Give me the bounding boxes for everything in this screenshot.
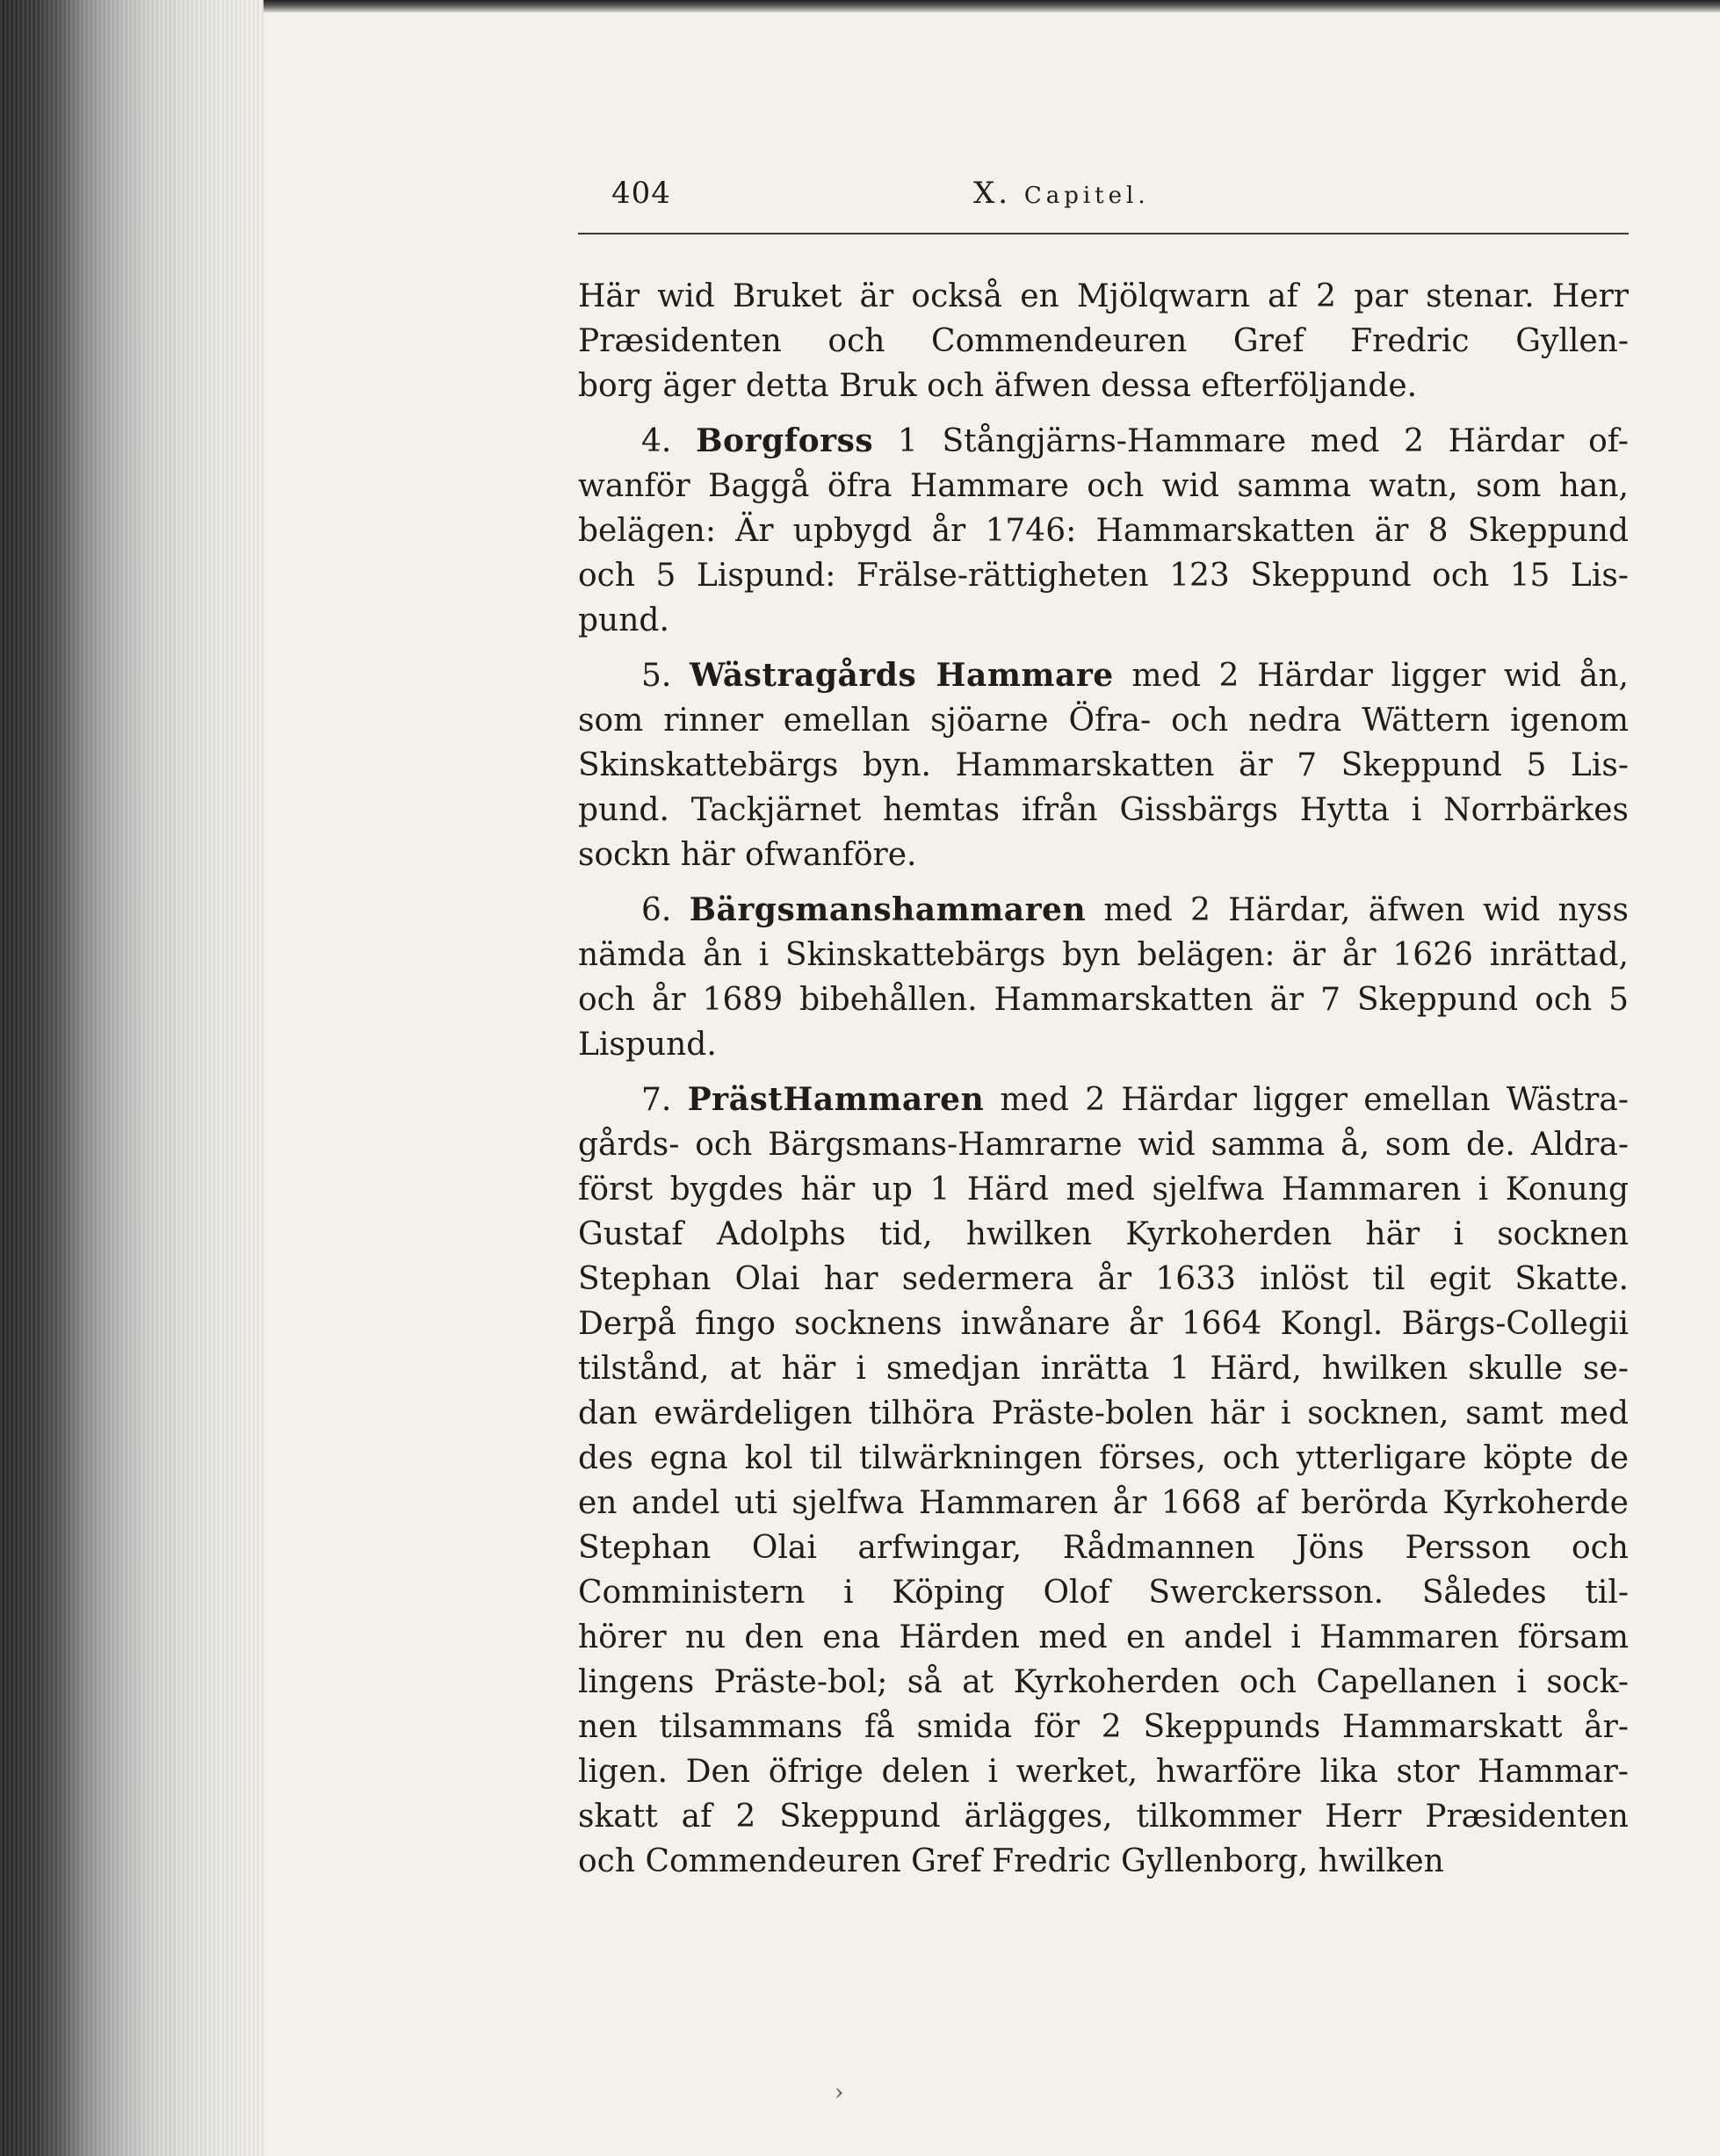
- text-line: [578, 1615, 1629, 1660]
- line-text: som rinner emellan sjöarne Öfra- och nedra Wättern igenom: [578, 703, 1629, 739]
- line-text: pund. Tackjärnet hemtas ifrån Gissbärgs Hytta i Norrbärkes: [578, 792, 1629, 828]
- paragraph: [578, 653, 1629, 877]
- text-line: [578, 364, 1629, 408]
- line-text: Derpå fingo socknens inwånare år 1664 Kongl. Bärgs-Collegii: [578, 1306, 1629, 1342]
- text-line: [578, 1122, 1629, 1167]
- book-page-edges: [0, 0, 264, 2156]
- page-number: 404: [611, 176, 671, 211]
- item-number: 4.: [641, 423, 697, 459]
- text-line: [578, 1257, 1629, 1302]
- running-header: [578, 176, 1632, 220]
- line-text: med 2 Härdar ligger emellan Wästra-: [1000, 1082, 1629, 1118]
- item-title: PrästHammaren: [687, 1081, 985, 1118]
- text-line: [578, 553, 1629, 598]
- line-text: Præsidenten och Commendeuren Gref Fredric Gyllen-: [578, 323, 1629, 359]
- text-line: [578, 1167, 1629, 1212]
- line-text: Stephan Olai har sedermera år 1633 inlöst til egit Skatte.: [578, 1261, 1629, 1297]
- paragraph: [578, 419, 1629, 643]
- item-number: 6.: [641, 892, 690, 928]
- line-text: 1 Stångjärns-Hammare med 2 Härdar of-: [897, 423, 1629, 459]
- item-number: 5.: [641, 658, 690, 694]
- text-line: [578, 598, 1629, 643]
- stray-mark: ›: [835, 2080, 844, 2106]
- line-text: dan ewärdeligen tilhöra Präste-bolen här i socknen, samt med: [578, 1395, 1629, 1431]
- text-line: [578, 1078, 1629, 1122]
- text-line: [578, 977, 1629, 1022]
- line-text: Skinskattebärgs byn. Hammarskatten är 7 Skeppund 5 Lis-: [578, 747, 1629, 783]
- chapter-heading: [973, 176, 1150, 211]
- line-text: en andel uti sjelfwa Hammaren år 1668 af berörda Kyrkoherde: [578, 1485, 1629, 1521]
- text-line: [578, 508, 1629, 553]
- paragraph: [578, 274, 1629, 408]
- line-text: pund.: [578, 602, 669, 638]
- text-line: [578, 1391, 1629, 1436]
- line-text: gårds- och Bärgsmans-Hamrarne wid samma å, som de. Aldra-: [578, 1127, 1629, 1163]
- line-text: och 5 Lispund: Frälse-rättigheten 123 Skeppund och 15 Lis-: [578, 558, 1629, 594]
- item-title: Wästragårds Hammare: [690, 657, 1114, 694]
- text-line: [578, 1839, 1629, 1884]
- header-rule: [578, 233, 1629, 234]
- text-line: [578, 1794, 1629, 1839]
- line-text: med 2 Härdar, äfwen wid nyss: [1103, 892, 1629, 928]
- line-text: först bygdes här up 1 Härd med sjelfwa Hammaren i Konung: [578, 1172, 1629, 1208]
- line-text: Comministern i Köping Olof Swerckersson. Således til-: [578, 1575, 1629, 1611]
- line-text: borg äger detta Bruk och äfwen dessa efterföljande.: [578, 368, 1418, 404]
- text-line: [578, 1481, 1629, 1525]
- item-number: 7.: [641, 1082, 688, 1118]
- line-text: med 2 Härdar ligger wid ån,: [1131, 658, 1629, 694]
- text-line: [578, 1705, 1629, 1749]
- text-line: [578, 1022, 1629, 1067]
- line-text: Här wid Bruket är också en Mjölqwarn af 2 par stenar. Herr: [578, 278, 1629, 314]
- text-line: [578, 319, 1629, 364]
- line-text: Stephan Olai arfwingar, Rådmannen Jöns Persson och: [578, 1530, 1629, 1566]
- chapter-prefix: X.: [973, 176, 1012, 211]
- line-text: och år 1689 bibehållen. Hammarskatten är 7 Skeppund och 5: [578, 982, 1629, 1018]
- text-line: [578, 888, 1629, 933]
- text-line: [578, 933, 1629, 977]
- line-text: lingens Präste-bol; så at Kyrkoherden och Capellanen i sock-: [578, 1664, 1629, 1700]
- line-text: wanför Baggå öfra Hammare och wid samma watn, som han,: [578, 468, 1629, 504]
- line-text: ligen. Den öfrige delen i werket, hwarföre lika stor Hammar-: [578, 1754, 1629, 1790]
- text-line: [578, 274, 1629, 319]
- text-line: [578, 698, 1629, 743]
- paragraph: [578, 1078, 1629, 1884]
- text-line: [578, 788, 1629, 833]
- line-text: nämda ån i Skinskattebärgs byn belägen: är år 1626 inrättad,: [578, 937, 1629, 973]
- line-text: sockn här ofwanföre.: [578, 837, 917, 873]
- text-line: [578, 1346, 1629, 1391]
- item-title: Borgforss: [696, 422, 874, 459]
- item-title: Bärgsmanshammaren: [689, 891, 1087, 928]
- line-text: des egna kol til tilwärkningen förses, och ytterligare köpte de: [578, 1440, 1629, 1476]
- chapter-word: Capitel.: [1023, 183, 1150, 209]
- text-line: [578, 1436, 1629, 1481]
- line-text: hörer nu den ena Härden med en andel i Hammaren försam: [578, 1619, 1629, 1655]
- line-text: Lispund.: [578, 1027, 717, 1063]
- text-line: [578, 1302, 1629, 1346]
- text-line: [578, 464, 1629, 508]
- text-line: [578, 1212, 1629, 1257]
- text-line: [578, 1749, 1629, 1794]
- line-text: tilstånd, at här i smedjan inrätta 1 Härd, hwilken skulle se-: [578, 1351, 1629, 1387]
- text-line: [578, 1660, 1629, 1705]
- text-line: [578, 1570, 1629, 1615]
- text-line: [578, 419, 1629, 464]
- text-line: [578, 653, 1629, 698]
- line-text: skatt af 2 Skeppund ärlägges, tilkommer Herr Præsidenten: [578, 1799, 1629, 1835]
- text-line: [578, 1525, 1629, 1570]
- text-line: [578, 833, 1629, 877]
- line-text: och Commendeuren Gref Fredric Gyllenborg, hwilken: [578, 1843, 1444, 1879]
- body-text: [578, 274, 1629, 1894]
- paragraph: [578, 888, 1629, 1067]
- line-text: nen tilsammans få smida för 2 Skeppunds Hammarskatt år-: [578, 1709, 1629, 1745]
- text-line: [578, 743, 1629, 788]
- line-text: Gustaf Adolphs tid, hwilken Kyrkoherden här i socknen: [578, 1216, 1629, 1252]
- line-text: belägen: Är upbygd år 1746: Hammarskatten är 8 Skeppund: [578, 513, 1629, 549]
